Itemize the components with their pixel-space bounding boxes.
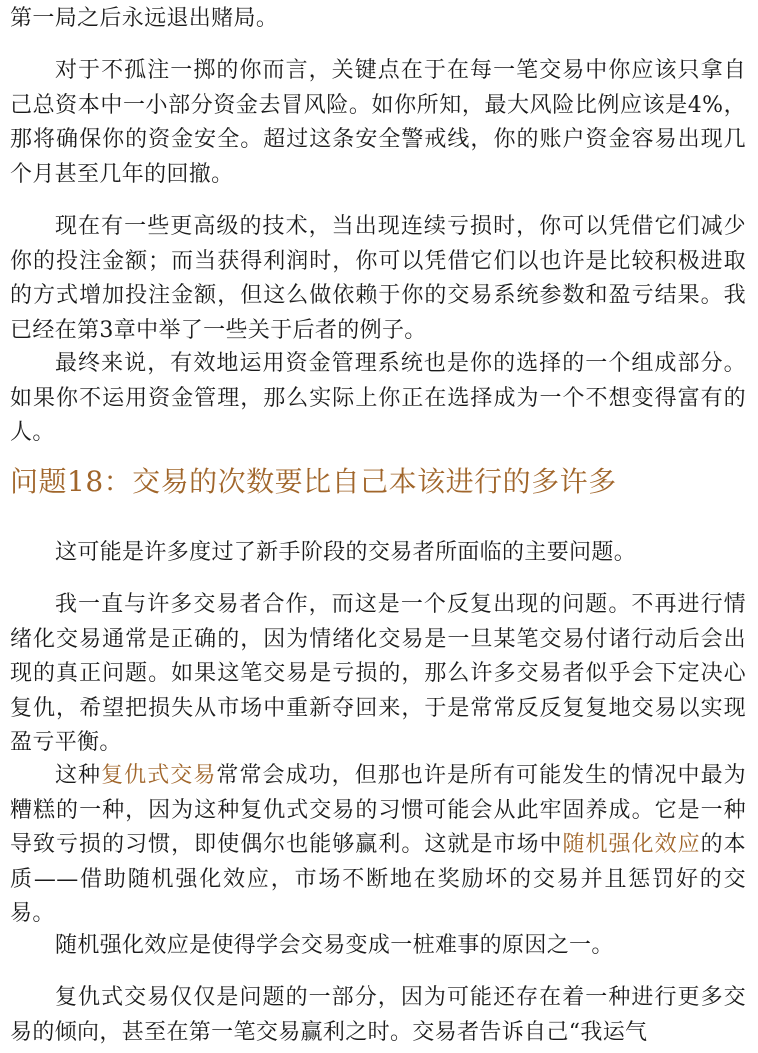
paragraph-continued: 第一局之后永远退出赌局。 — [10, 6, 279, 31]
paragraph-main-problem: 这可能是许多度过了新手阶段的交易者所面临的主要问题。 — [55, 540, 637, 565]
text-segment: 的本质——借助随机强化效应，市场不断地在奖励坏的交易并且惩罚好的交易。 — [10, 832, 746, 926]
paragraph-money-management-choice: 最终来说，有效地运用资金管理系统也是你的选择的一个组成部分。如果你不运用资金管理，那么实际上你正在选择成为一个不想变得富有的人。 — [10, 351, 746, 445]
paragraph-risk-percentage: 对于不孤注一掷的你而言，关键点在于在每一笔交易中你应该只拿自己总资本中一小部分资金去冒风险。如你所知，最大风险比例应该是4%，那将确保你的资金安全。超过这条安全警戒线，你的账户资金容易出现几个月甚至几年的回撤。 — [10, 58, 746, 187]
paragraph-learning-difficulty: 随机强化效应是使得学会交易变成一桩难事的原因之一。 — [55, 933, 614, 958]
text-segment: 常常会成功，但那也许是所有可能发生的情况中最为糟糕的一种，因为这种复仇式交易的习惯可能会从此牢固养成。它是一种导致亏损的习惯，即使偶尔也能够赢利。这就是市场中 — [10, 763, 746, 857]
section-heading: 问题18：交易的次数要比自己本该进行的多许多 — [10, 465, 617, 498]
paragraph-revenge-trading: 我一直与许多交易者合作，而这是一个反复出现的问题。不再进行情绪化交易通常是正确的，因为情绪化交易是一旦某笔交易付诸行动后会出现的真正问题。如果这笔交易是亏损的，那么许多交易者似乎会下定决心复仇，希望把损失从市场中重新夺回来，于是常常反反复复地交易以实现盈亏平衡。 — [10, 592, 746, 755]
highlighted-term-revenge-trading: 复仇式交易 — [101, 763, 217, 788]
paragraph-overtrading: 复仇式交易仅仅是问题的一部分，因为可能还存在着一种进行更多交易的倾向，甚至在第一笔交易赢利之时。交易者告诉自己“我运气 — [10, 985, 746, 1045]
highlighted-term-random-reinforcement: 随机强化效应 — [562, 832, 701, 857]
text-segment: 这种 — [55, 763, 102, 788]
paragraph-advanced-techniques: 现在有一些更高级的技术，当出现连续亏损时，你可以凭借它们减少你的投注金额；而当获得利润时，你可以凭借它们以也许是比较积极进取的方式增加投注金额，但这么做依赖于你的交易系统参数和盈亏结果。我已经在第3章中举了一些关于后者的例子。 — [10, 214, 746, 343]
paragraph-random-reinforcement — [10, 759, 746, 932]
